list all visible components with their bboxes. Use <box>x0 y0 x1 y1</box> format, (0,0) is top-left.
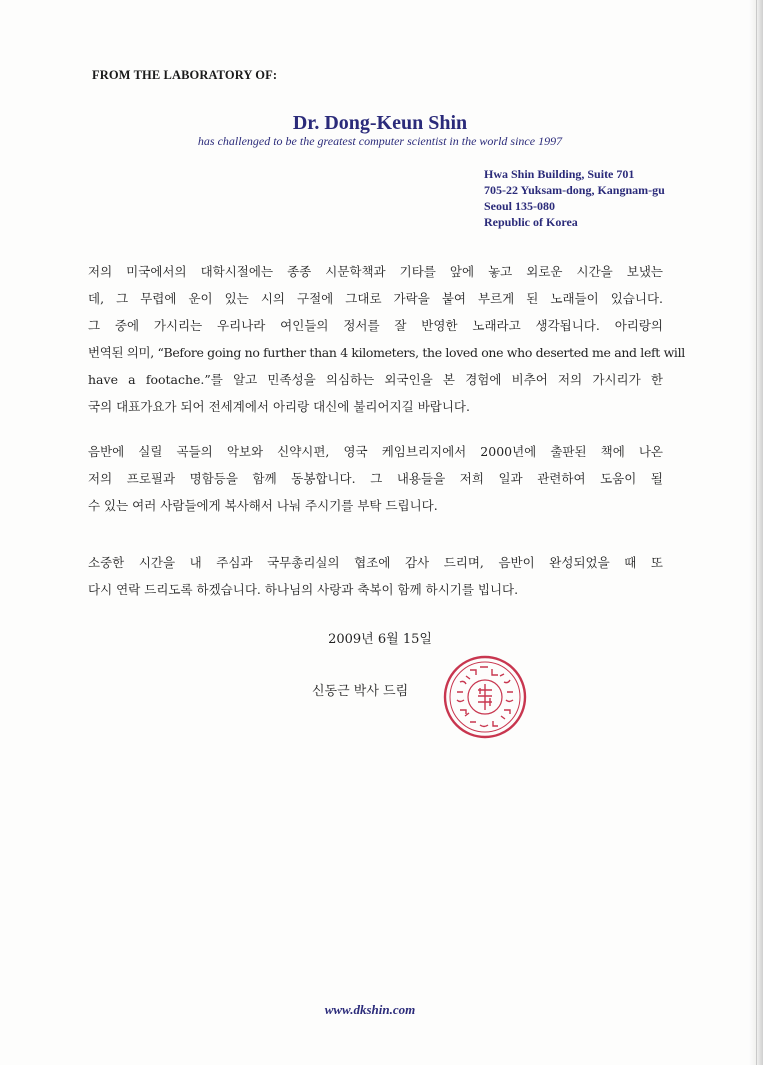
address-line-1: Hwa Shin Building, Suite 701 <box>484 167 635 181</box>
footer-website: www.dkshin.com <box>324 1002 416 1017</box>
paragraph-2-line: 저의 프로필과 명함등을 함께 동봉합니다. 그 내용들을 저희 일과 관련하여 도움이 될 <box>88 471 663 486</box>
paragraph-1-line: 국의 대표가요가 되어 전세계에서 아리랑 대신에 불리어지길 바랍니다. <box>88 399 470 414</box>
body-paragraph-3 <box>88 549 663 603</box>
red-seal-stamp <box>440 652 530 742</box>
paragraph-2-line: 음반에 실릴 곡들의 악보와 신약시편, 영국 케임브리지에서 2000년에 출판된 책에 나온 <box>88 444 663 459</box>
address-block <box>484 166 665 230</box>
from-laboratory-label: FROM THE LABORATORY OF: <box>92 68 278 82</box>
paragraph-1-line: 그 중에 가시리는 우리나라 여인들의 정서를 잘 반영한 노래라고 생각됩니다. 아리랑의 <box>88 318 663 333</box>
paragraph-3-line: 다시 연락 드리도록 하겠습니다. 하나님의 사랑과 축복이 함께 하시기를 빕니다. <box>88 582 519 597</box>
letterhead-name: Dr. Dong-Keun Shin <box>292 112 468 134</box>
paragraph-1-line: 저의 미국에서의 대학시절에는 종종 시문학책과 기타를 앞에 놓고 외로운 시간을 보냈는 <box>88 264 663 279</box>
seal-glyph-marks <box>457 667 513 727</box>
address-line-2: 705-22 Yuksam-dong, Kangnam-gu <box>484 183 665 197</box>
address-line-3: Seoul 135-080 <box>484 199 556 213</box>
body-paragraph-1 <box>88 258 685 420</box>
body-paragraph-2 <box>88 438 663 519</box>
signature-line: 신동근 박사 드림 <box>312 684 409 699</box>
paragraph-1-line: have a footache.”를 알고 민족성을 의심하는 외국인을 본 경험에 비추어 저의 가시리가 한 <box>88 372 663 387</box>
page-edge-line <box>756 0 757 1065</box>
letterhead-tagline: has challenged to be the greatest computer scientist in the world since 1997 <box>197 134 563 148</box>
letter-date: 2009년 6월 15일 <box>328 632 432 647</box>
paragraph-1-line: 번역된 의미, “Before going no further than 4 kilometers, the loved one who deserted me and left will <box>88 345 685 360</box>
address-line-4: Republic of Korea <box>484 215 578 229</box>
paragraph-2-line: 수 있는 여러 사람들에게 복사해서 나눠 주시기를 부탁 드립니다. <box>88 498 438 513</box>
paragraph-3-line: 소중한 시간을 내 주심과 국무총리실의 협조에 감사 드리며, 음반이 완성되었을 때 또 <box>88 555 663 570</box>
paragraph-1-line: 데, 그 무렵에 운이 있는 시의 구절에 그대로 가락을 붙여 부르게 된 노래들이 있습니다. <box>88 291 663 306</box>
